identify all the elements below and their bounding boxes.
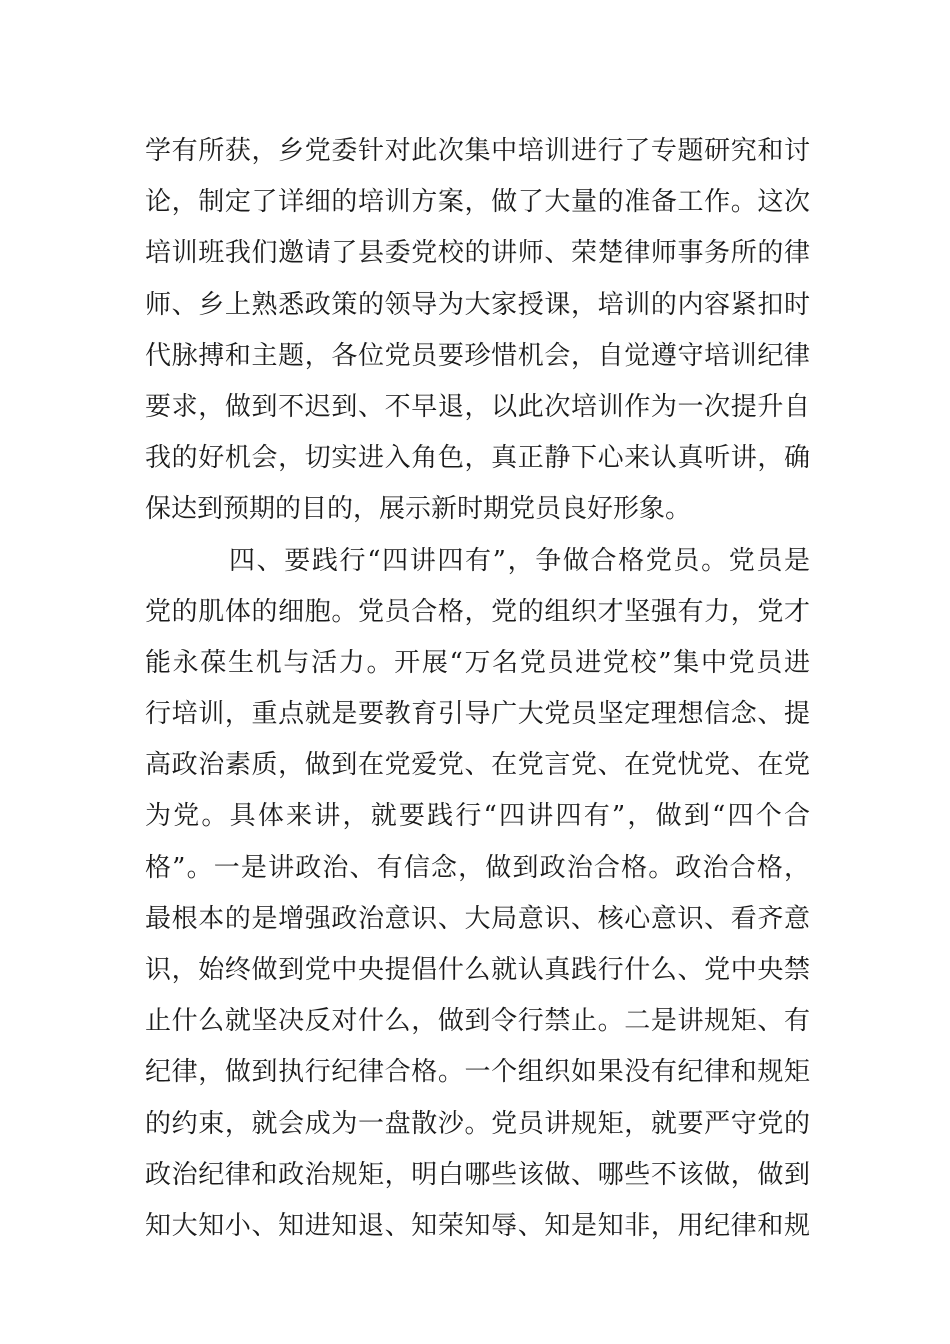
text-line: 论，制定了详细的培训方案，做了大量的准备工作。这次 <box>145 187 810 218</box>
text-line: 代脉搏和主题，各位党员要珍惜机会，自觉遵守培训纪律 <box>145 340 810 371</box>
text-line: 最根本的是增强政治意识、大局意识、核心意识、看齐意 <box>145 903 810 934</box>
text-line: 学有所获，乡党委针对此次集中培训进行了专题研究和讨 <box>145 136 810 166</box>
text-line: 为党。具体来讲，就要践行“四讲四有”，做到“四个合 <box>145 801 810 832</box>
text-line: 知大知小、知进知退、知荣知辱、知是知非，用纪律和规 <box>145 1210 810 1241</box>
text-line: 政治纪律和政治规矩，明白哪些该做、哪些不该做，做到 <box>145 1159 810 1190</box>
text-line: 保达到预期的目的，展示新时期党员良好形象。 <box>145 494 692 525</box>
text-line: 我的好机会，切实进入角色，真正静下心来认真听讲，确 <box>145 443 810 474</box>
text-line: 止什么就坚决反对什么，做到令行禁止。二是讲规矩、有 <box>145 1006 810 1037</box>
text-line: 师、乡上熟悉政策的领导为大家授课，培训的内容紧扣时 <box>145 289 810 320</box>
text-line: 党的肌体的细胞。党员合格，党的组织才坚强有力，党才 <box>145 596 810 627</box>
text-line: 纪律，做到执行纪律合格。一个组织如果没有纪律和规矩 <box>145 1057 810 1088</box>
text-line: 格”。一是讲政治、有信念，做到政治合格。政治合格， <box>145 852 810 883</box>
text-line: 的约束，就会成为一盘散沙。党员讲规矩，就要严守党的 <box>145 1108 810 1139</box>
section-heading-line: 四、要践行“四讲四有”，争做合格党员。党员是 <box>229 545 810 576</box>
text-line: 培训班我们邀请了县委党校的讲师、荣楚律师事务所的律 <box>145 238 810 269</box>
text-line: 高政治素质，做到在党爱党、在党言党、在党忧党、在党 <box>145 750 810 781</box>
text-line: 能永葆生机与活力。开展“万名党员进党校”集中党员进 <box>145 647 810 678</box>
text-line: 识，始终做到党中央提倡什么就认真践行什么、党中央禁 <box>145 955 810 985</box>
text-line: 行培训，重点就是要教育引导广大党员坚定理想信念、提 <box>145 699 810 730</box>
text-line: 要求，做到不迟到、不早退，以此次培训作为一次提升自 <box>145 391 810 422</box>
body-text <box>145 126 810 1252</box>
